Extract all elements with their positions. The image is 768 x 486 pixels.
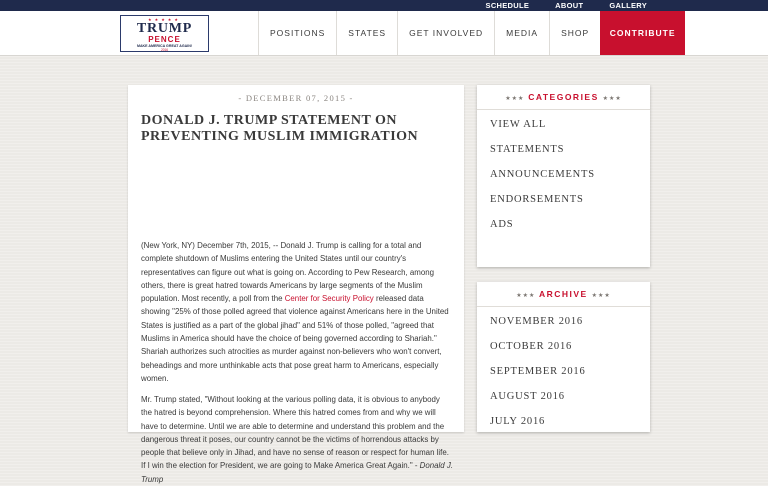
stars-left-icon: ★★★ [516,293,536,299]
category-endorsements[interactable]: ENDORSEMENTS [490,194,584,205]
categories-divider [477,109,650,110]
p2-attribution: Donald J. Trump [141,461,454,484]
p1-text-after: released data showing "25% of those polled agreed that violence against Americans here in the United States is justified as a part of the global jihad" and 51% of those polled, "agreed that Muslims in America should have the choice of being governed according to Shariah." Shariah authorizes such atrocities as murder against non-believers who won't convert, beheadings and more unthinkable acts that pose great harm to Americans, especially women. [141,294,449,383]
main-navbar [0,11,768,56]
article-card [128,85,464,484]
p2-text: Mr. Trump stated, "Without looking at the various polling data, it is obvious to anybody the hatred is beyond comprehension. Where this hatred comes from and why we will have to determine. Until we are able to determine and understand this problem and the dangerous threat it poses, our country cannot be the victims of horrendous attacks by people that believe only in Jihad, and have no sense of reason or respect for human life. If I win the election for President, we are going to Make America Great Again." - [141,395,449,471]
category-view-all[interactable]: VIEW ALL [490,119,547,130]
logo-stars-icon: ★★★★★ [148,17,181,22]
categories-box [477,85,650,267]
stars-left-icon: ★★★ [505,96,525,102]
stars-right-icon: ★★★ [591,293,611,299]
p1-text-before: (New York, NY) December 7th, 2015, -- Donald J. Trump is calling for a total and complete shutdown of Muslims entering the United States until our country's representatives can figure out what is going on. According to Pew Research, among others, there is great hatred towards Americans by large segments of the Muslim population. Most recently, a poll from the [141,241,434,304]
logo-year: 2016 [160,48,169,52]
categories-heading [477,92,650,102]
archive-title: ARCHIVE [538,289,588,299]
trump-pence-logo[interactable] [120,15,209,52]
categories-title: CATEGORIES [528,92,599,102]
nav-media[interactable]: MEDIA [494,11,549,55]
archive-july-2016[interactable]: JULY 2016 [490,416,546,427]
nav-shop[interactable]: SHOP [549,11,600,55]
utility-links [460,0,647,11]
archive-divider [477,306,650,307]
category-announcements[interactable]: ANNOUNCEMENTS [490,169,595,180]
article-paragraph-2 [141,393,453,486]
archive-november-2016[interactable]: NOVEMBER 2016 [490,316,583,327]
archive-september-2016[interactable]: SEPTEMBER 2016 [490,366,586,377]
about-link[interactable]: ABOUT [555,1,584,10]
contribute-button[interactable]: CONTRIBUTE [600,11,685,55]
center-for-security-policy-link[interactable]: Center for Security Policy [284,294,374,304]
logo-tagline: MAKE AMERICA GREAT AGAIN! [136,44,193,48]
nav-positions[interactable]: POSITIONS [258,11,336,55]
schedule-link[interactable]: SCHEDULE [485,1,530,10]
archive-heading [477,289,650,299]
stars-right-icon: ★★★ [602,96,622,102]
nav-get-involved[interactable]: GET INVOLVED [397,11,494,55]
logo-name-top: TRUMP [136,21,193,36]
category-ads[interactable]: ADS [490,219,514,230]
primary-nav [258,11,685,55]
archive-august-2016[interactable]: AUGUST 2016 [490,391,565,402]
archive-box [477,282,650,432]
gallery-link[interactable]: GALLERY [609,1,647,10]
article-date: - DECEMBER 07, 2015 - [238,93,354,103]
top-utility-bar [0,0,768,11]
logo-name-bottom: PENCE [148,35,181,44]
article-paragraph-1 [141,239,453,385]
category-statements[interactable]: STATEMENTS [490,144,565,155]
article-title: DONALD J. TRUMP STATEMENT ON PREVENTING MUSLIM IMMIGRATION [141,113,419,144]
archive-list [490,314,586,439]
nav-states[interactable]: STATES [336,11,397,55]
categories-list [490,117,595,242]
archive-october-2016[interactable]: OCTOBER 2016 [490,341,573,352]
